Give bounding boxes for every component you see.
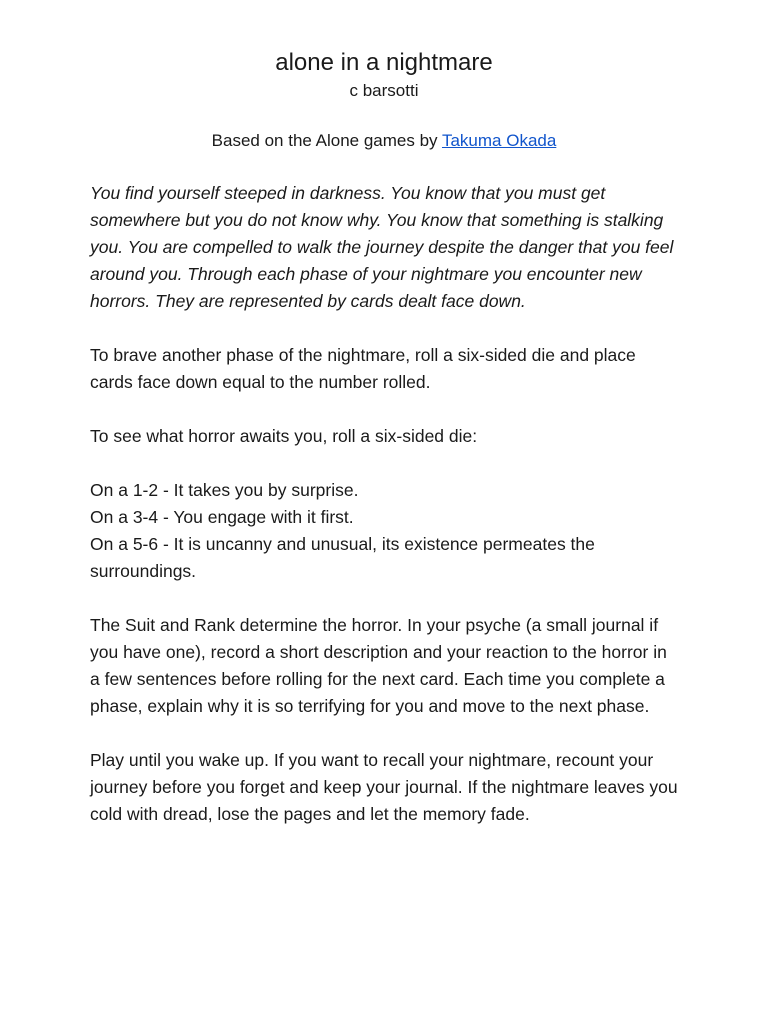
roll-range: 5-6 [132, 534, 159, 554]
roll-list [90, 477, 678, 585]
suit-rank-paragraph: The Suit and Rank determine the horror. In your psyche (a small journal if you have one), record a short description and your reaction to the horror in a few sentences before rolling for the next card. Each time you complete a phase, explain why it is so terrifying for you and move to the next phase. [90, 615, 667, 716]
spacer [90, 396, 678, 423]
roll-result-5-6: On a 5-6 - It is uncanny and unusual, its existence permeates the surroundings. [90, 534, 595, 581]
intro-paragraph: You find yourself steeped in darkness. You know that you must get somewhere but you do not know why. You know that something is stalking you. You are compelled to walk the journey despite the danger that you feel around you. Through each phase of your nightmare you encounter new horrors. They are represented by cards dealt face down. [90, 183, 674, 311]
spacer [90, 585, 678, 612]
spacer [90, 450, 678, 477]
roll-result-3-4: On a 3-4 - You engage with it first. [90, 507, 354, 527]
roll-range: 3-4 [132, 507, 159, 527]
credit-link[interactable]: Takuma Okada [441, 131, 557, 150]
credit-prefix: Based on the Alone games by [211, 131, 442, 150]
credit-line [90, 130, 678, 152]
roll-range: 1-2 [132, 480, 159, 500]
spacer [90, 315, 678, 342]
document-title: alone in a nightmare [275, 49, 493, 76]
spacer [90, 720, 678, 747]
document-author: c barsotti [349, 81, 419, 100]
ending-paragraph: Play until you wake up. If you want to recall your nightmare, recount your journey before you forget and keep your journal. If the nightmare leaves you cold with dread, lose the pages and let the memory fade. [90, 750, 678, 824]
phase-rule-paragraph: To brave another phase of the nightmare, roll a six-sided die and place cards face down equal to the number rolled. [90, 345, 636, 392]
horror-prompt: To see what horror awaits you, roll a six-sided die: [90, 426, 478, 446]
roll-result-1-2: On a 1-2 - It takes you by surprise. [90, 480, 359, 500]
